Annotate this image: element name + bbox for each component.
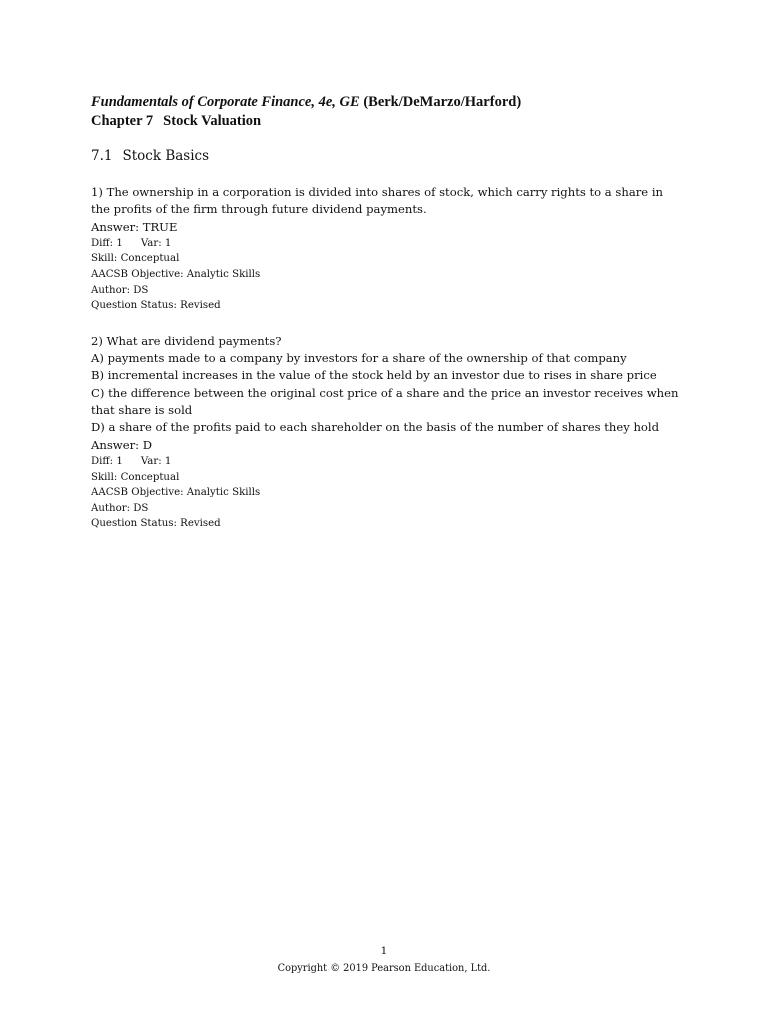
chapter-name: Stock Valuation: [163, 113, 262, 129]
var-value: Var: 1: [140, 237, 172, 249]
answer-line: Answer: TRUE: [91, 219, 178, 234]
status-line: Question Status: Revised: [91, 300, 221, 312]
option-d: D) a share of the profits paid to each shareholder on the basis of the number of shares they hold: [91, 420, 660, 435]
question-text: 1) The ownership in a corporation is divided into shares of stock, which carry rights to a share in the profits of the firm through future dividend payments.: [91, 185, 663, 217]
book-title: [91, 93, 681, 112]
diff-value: Diff: 1: [91, 455, 123, 467]
copyright-notice: Copyright © 2019 Pearson Education, Ltd.: [277, 963, 491, 974]
question-2: [91, 333, 681, 532]
chapter-label: Chapter 7: [91, 113, 154, 129]
book-title-italic: Fundamentals of Corporate Finance, 4e, GE: [91, 94, 360, 110]
section-title: [91, 147, 681, 165]
section-number: 7.1: [91, 148, 113, 164]
question-1: [91, 184, 681, 314]
aacsb-line: AACSB Objective: Analytic Skills: [91, 487, 261, 499]
option-b: B) incremental increases in the value of the stock held by an investor due to rises in share price: [91, 368, 657, 383]
chapter-title: [91, 112, 681, 131]
answer-line: Answer: D: [91, 437, 153, 452]
aacsb-line: AACSB Objective: Analytic Skills: [91, 269, 261, 281]
question-text: 2) What are dividend payments?: [91, 333, 282, 348]
book-authors: (Berk/DeMarzo/Harford): [363, 94, 522, 110]
diff-value: Diff: 1: [91, 237, 123, 249]
page-number: 1: [380, 945, 388, 957]
option-c: C) the difference between the original cost price of a share and the price an investor receives when that share is sold: [91, 385, 679, 418]
document-body: [91, 93, 681, 532]
status-line: Question Status: Revised: [91, 518, 221, 530]
skill-line: Skill: Conceptual: [91, 471, 180, 483]
author-line: Author: DS: [91, 502, 149, 514]
difficulty-line: [91, 236, 681, 252]
skill-line: Skill: Conceptual: [91, 253, 180, 265]
option-a: A) payments made to a company by investors for a share of the ownership of that company: [91, 351, 627, 366]
section-name: Stock Basics: [122, 148, 210, 164]
difficulty-line: [91, 454, 681, 470]
var-value: Var: 1: [140, 455, 172, 467]
author-line: Author: DS: [91, 284, 149, 296]
